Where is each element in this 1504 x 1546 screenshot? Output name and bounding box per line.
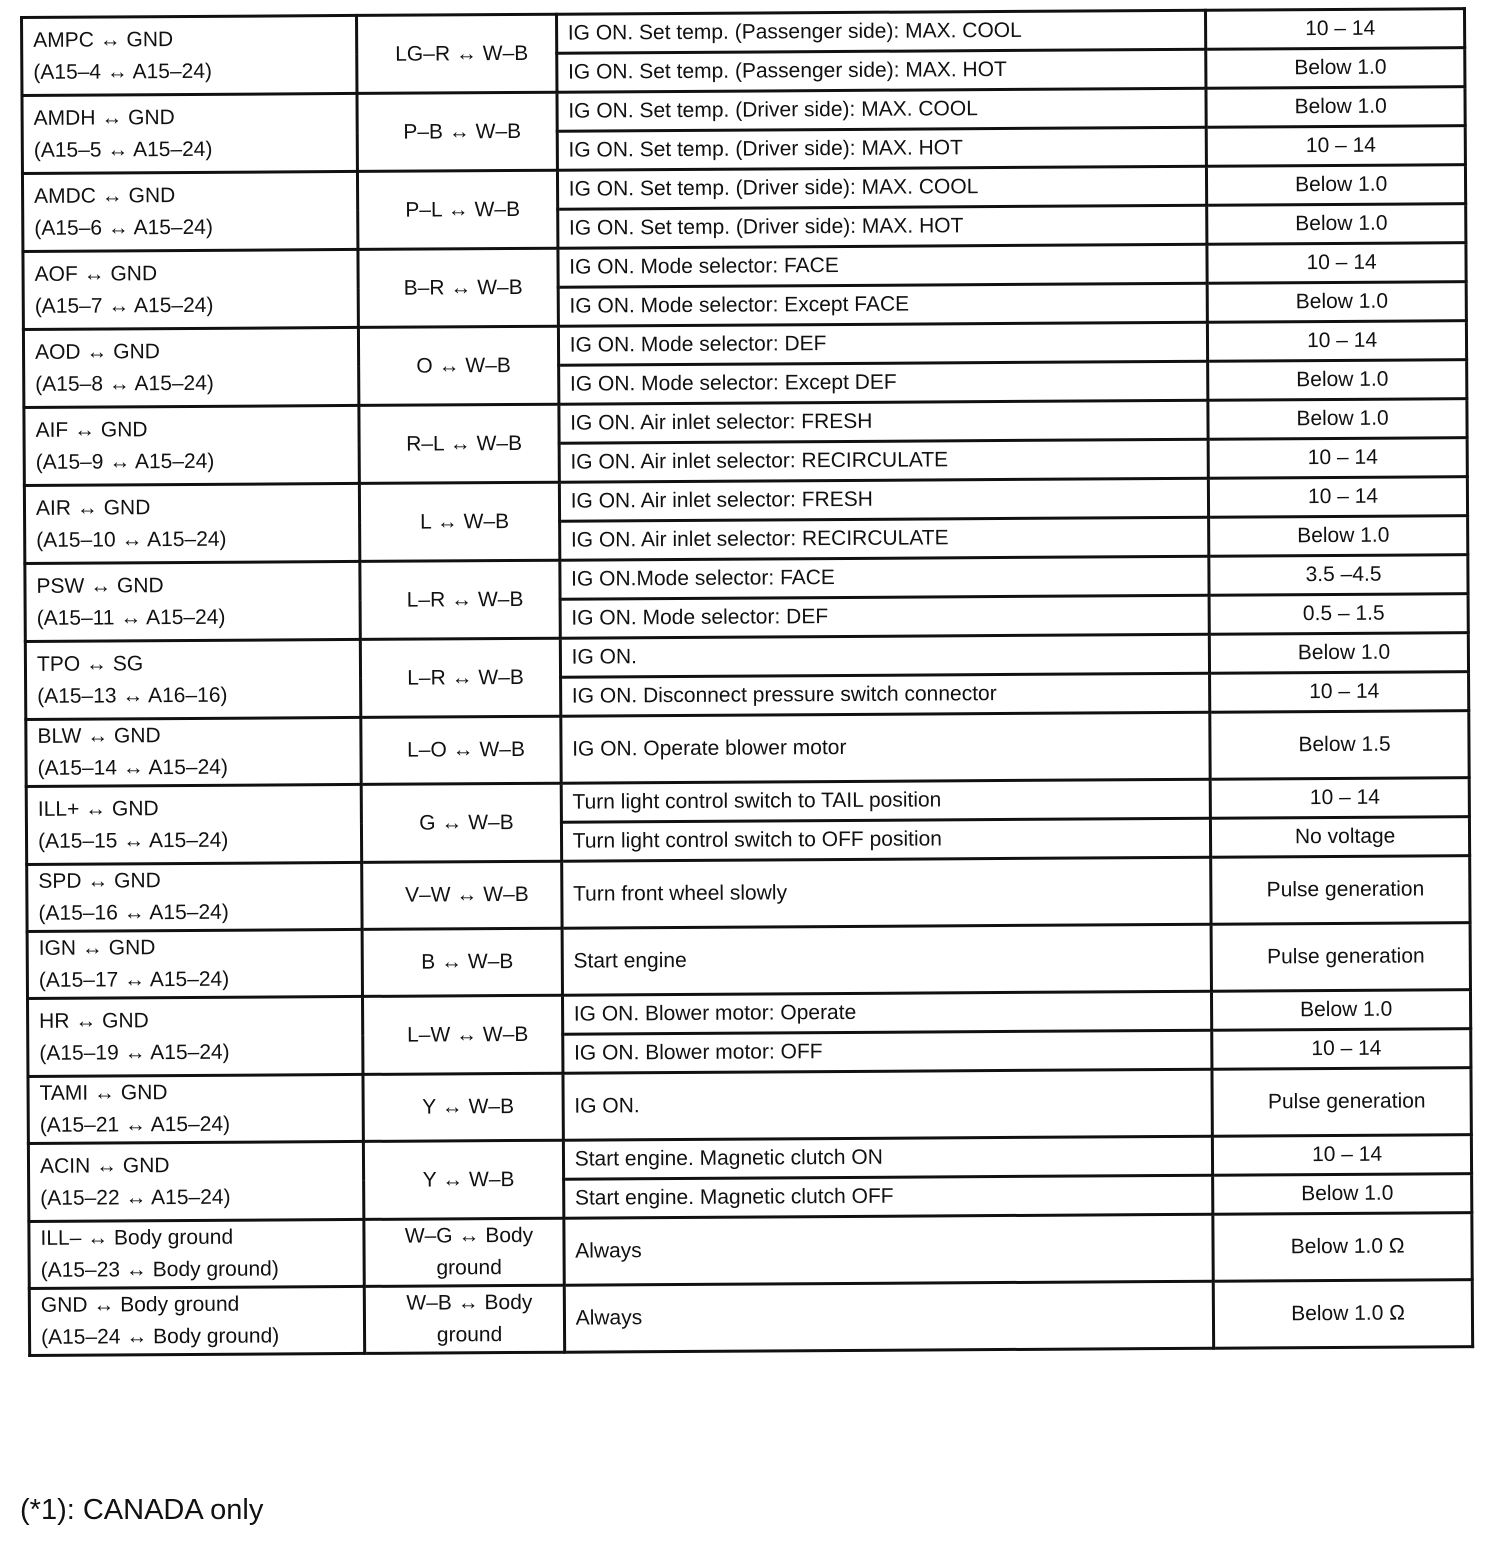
condition-cell: IG ON. Mode selector: DEF (558, 322, 1208, 365)
terminal-cell (28, 1074, 364, 1143)
wiring-color-cell: LG–R ↔ W–B (357, 14, 557, 93)
specified-condition-cell: 10 – 14 (1210, 672, 1469, 713)
terminal-cell (28, 996, 364, 1076)
terminal-name: AMPC ↔ GND (33, 27, 174, 52)
condition-cell: IG ON. Set temp. (Driver side): MAX. HOT (557, 205, 1207, 248)
terminal-pins: (A15–11 ↔ A15–24) (36, 605, 226, 630)
wiring-color-cell: L–W ↔ W–B (363, 995, 563, 1074)
specified-condition-cell: Below 1.0 (1207, 282, 1466, 323)
specified-condition-cell: Pulse generation (1211, 856, 1470, 925)
condition-cell: Always (564, 1214, 1214, 1285)
terminal-pins: (A15–4 ↔ A15–24) (33, 59, 213, 84)
terminal-cell (29, 1219, 365, 1288)
condition-cell: IG ON. Mode selector: Except FACE (558, 283, 1208, 326)
terminal-cell (23, 249, 359, 329)
condition-cell: IG ON. Mode selector: FACE (558, 244, 1208, 287)
specified-condition-cell: Below 1.0 Ω (1213, 1213, 1472, 1282)
terminal-cell (28, 1141, 364, 1221)
wiring-color-cell: V–W ↔ W–B (362, 861, 562, 929)
terminal-pins: (A15–23 ↔ Body ground) (40, 1257, 279, 1282)
table-row (27, 856, 1470, 932)
terminal-cell (24, 483, 360, 563)
terminal-pins: (A15–24 ↔ Body ground) (41, 1324, 280, 1349)
condition-cell: IG ON. Blower motor: OFF (562, 1030, 1212, 1073)
terminal-cell (22, 93, 358, 173)
condition-cell: IG ON. Mode selector: DEF (560, 595, 1210, 638)
terminal-name: TAMI ↔ GND (39, 1081, 168, 1105)
terminal-name: BLW ↔ GND (37, 724, 161, 748)
terminal-name: AIF ↔ GND (35, 417, 148, 442)
condition-cell: IG ON. Set temp. (Driver side): MAX. HOT (557, 127, 1207, 170)
terminal-pins: (A15–7 ↔ A15–24) (34, 293, 214, 318)
wiring-color-cell: B ↔ W–B (362, 928, 562, 996)
specified-condition-cell: 10 – 14 (1206, 9, 1465, 50)
wiring-color-cell: L–O ↔ W–B (361, 716, 561, 784)
condition-cell: IG ON. Air inlet selector: RECIRCULATE (559, 517, 1209, 560)
terminal-cell (22, 15, 358, 95)
terminal-name: ACIN ↔ GND (39, 1153, 170, 1178)
terminal-name: AIR ↔ GND (35, 495, 151, 520)
specified-condition-cell: Below 1.0 (1206, 87, 1465, 128)
specified-condition-cell: 0.5 – 1.5 (1209, 594, 1468, 635)
specified-condition-cell: Pulse generation (1212, 1068, 1471, 1137)
terminal-pins: (A15–19 ↔ A15–24) (39, 1040, 230, 1065)
specified-condition-cell: 10 – 14 (1212, 1029, 1471, 1070)
specified-condition-cell: 10 – 14 (1208, 321, 1467, 362)
wiring-color-cell: O ↔ W–B (359, 326, 559, 405)
specified-condition-cell: Below 1.0 Ω (1213, 1280, 1472, 1349)
specified-condition-cell: 10 – 14 (1207, 243, 1466, 284)
terminal-pins: (A15–8 ↔ A15–24) (35, 371, 214, 396)
wiring-color-cell: B–R ↔ W–B (358, 248, 558, 327)
terminal-name: ILL+ ↔ GND (37, 796, 159, 821)
wiring-color-cell: P–L ↔ W–B (358, 170, 558, 249)
condition-cell: IG ON. Mode selector: Except DEF (558, 361, 1208, 404)
terminal-cell (25, 639, 361, 719)
condition-cell: IG ON. Set temp. (Driver side): MAX. COOL (557, 166, 1207, 209)
specified-condition-cell: Below 1.0 (1207, 204, 1466, 245)
terminal-name: AMDH ↔ GND (33, 105, 175, 130)
terminal-pins: (A15–13 ↔ A16–16) (37, 683, 228, 708)
wiring-color-cell: L ↔ W–B (360, 482, 560, 561)
condition-cell: Start engine. Magnetic clutch OFF (563, 1175, 1213, 1218)
terminal-pins: (A15–10 ↔ A15–24) (36, 527, 227, 552)
specified-condition-cell: No voltage (1211, 817, 1470, 858)
specified-condition-cell: Below 1.0 (1209, 516, 1468, 557)
condition-cell: IG ON. Air inlet selector: FRESH (559, 400, 1209, 443)
terminal-pins: (A15–14 ↔ A15–24) (37, 755, 228, 780)
specified-condition-cell: 10 – 14 (1206, 126, 1465, 167)
table-row (26, 711, 1469, 787)
wiring-color-cell: Y ↔ W–B (363, 1073, 563, 1141)
specified-condition-cell: 10 – 14 (1209, 477, 1468, 518)
specified-condition-cell: Below 1.0 (1208, 399, 1467, 440)
terminal-pins: (A15–5 ↔ A15–24) (33, 137, 213, 162)
condition-cell: IG ON. Operate blower motor (560, 712, 1210, 783)
terminal-pins: (A15–22 ↔ A15–24) (40, 1185, 231, 1210)
terminal-name: AOF ↔ GND (34, 261, 158, 286)
condition-cell: IG ON. (560, 634, 1210, 677)
specified-condition-cell: Below 1.5 (1210, 711, 1469, 780)
table-body (22, 9, 1473, 1356)
specified-condition-cell: Below 1.0 (1208, 360, 1467, 401)
terminal-spec-sheet (20, 16, 1466, 1357)
specified-condition-cell: 3.5 –4.5 (1209, 555, 1468, 596)
specified-condition-cell: Below 1.0 (1213, 1174, 1472, 1215)
table-row (27, 923, 1470, 999)
table-row (29, 1280, 1472, 1356)
condition-cell: IG ON. Set temp. (Driver side): MAX. COOL (557, 88, 1207, 131)
terminal-name: ILL– ↔ Body ground (40, 1225, 234, 1250)
terminal-name: HR ↔ GND (39, 1008, 149, 1033)
condition-cell: Start engine. Magnetic clutch ON (563, 1136, 1213, 1179)
condition-cell: IG ON. Blower motor: Operate (562, 991, 1212, 1034)
terminal-cell (23, 327, 359, 407)
specified-condition-cell: Below 1.0 (1206, 48, 1465, 89)
terminal-cell (29, 1286, 365, 1355)
condition-cell: Always (564, 1281, 1214, 1352)
condition-cell: IG ON. Air inlet selector: FRESH (559, 478, 1209, 521)
wiring-color-cell: G ↔ W–B (362, 783, 562, 862)
terminal-cell (24, 405, 360, 485)
terminal-pins: (A15–15 ↔ A15–24) (37, 828, 229, 853)
terminal-pins: (A15–9 ↔ A15–24) (35, 449, 215, 474)
wiring-color-cell: L–R ↔ W–B (361, 638, 561, 717)
specified-condition-cell: Below 1.0 (1207, 165, 1466, 206)
footnote: (*1): CANADA only (20, 1494, 264, 1526)
terminal-cell (25, 561, 361, 641)
terminal-cell (27, 929, 363, 998)
specified-condition-cell: Pulse generation (1211, 923, 1470, 992)
specified-condition-cell: Below 1.0 (1212, 990, 1471, 1031)
terminal-cell (27, 862, 363, 931)
terminal-pins: (A15–16 ↔ A15–24) (38, 900, 229, 925)
condition-cell: IG ON. (563, 1069, 1213, 1140)
condition-cell: Turn front wheel slowly (561, 857, 1211, 928)
terminal-pins: (A15–21 ↔ A15–24) (39, 1112, 231, 1137)
wiring-color-cell: Y ↔ W–B (364, 1140, 564, 1219)
terminal-pins: (A15–17 ↔ A15–24) (38, 967, 230, 992)
table-row (28, 1068, 1471, 1144)
condition-cell: Turn light control switch to OFF position (561, 818, 1211, 861)
wiring-color-cell: L–R ↔ W–B (360, 560, 560, 639)
terminal-cell (22, 171, 358, 251)
terminal-name: TPO ↔ SG (36, 651, 144, 676)
terminal-pins: (A15–6 ↔ A15–24) (34, 215, 213, 240)
terminal-cell (26, 784, 362, 864)
terminal-name: PSW ↔ GND (36, 573, 164, 598)
specified-condition-cell: 10 – 14 (1210, 778, 1469, 819)
wiring-color-cell: W–B ↔ Body ground (365, 1285, 565, 1353)
terminal-cell (26, 717, 362, 786)
table-row (29, 1213, 1472, 1289)
terminal-name: AMDC ↔ GND (34, 183, 176, 208)
terminal-name: IGN ↔ GND (38, 936, 156, 960)
terminal-voltage-table (20, 7, 1474, 1357)
specified-condition-cell: 10 – 14 (1213, 1135, 1472, 1176)
specified-condition-cell: 10 – 14 (1208, 438, 1467, 479)
condition-cell: IG ON. Disconnect pressure switch connector (560, 673, 1210, 716)
condition-cell: IG ON. Set temp. (Passenger side): MAX. HOT (556, 49, 1206, 92)
wiring-color-cell: P–B ↔ W–B (357, 92, 557, 171)
condition-cell: IG ON.Mode selector: FACE (560, 556, 1210, 599)
condition-cell: IG ON. Air inlet selector: RECIRCULATE (559, 439, 1209, 482)
terminal-name: AOD ↔ GND (34, 339, 160, 364)
condition-cell: Turn light control switch to TAIL position (561, 779, 1211, 822)
wiring-color-cell: R–L ↔ W–B (359, 404, 559, 483)
condition-cell: Start engine (562, 924, 1212, 995)
specified-condition-cell: Below 1.0 (1209, 633, 1468, 674)
wiring-color-cell: W–G ↔ Body ground (364, 1218, 564, 1286)
condition-cell: IG ON. Set temp. (Passenger side): MAX. COOL (556, 10, 1206, 53)
terminal-name: GND ↔ Body ground (40, 1292, 240, 1317)
terminal-name: SPD ↔ GND (38, 869, 161, 893)
